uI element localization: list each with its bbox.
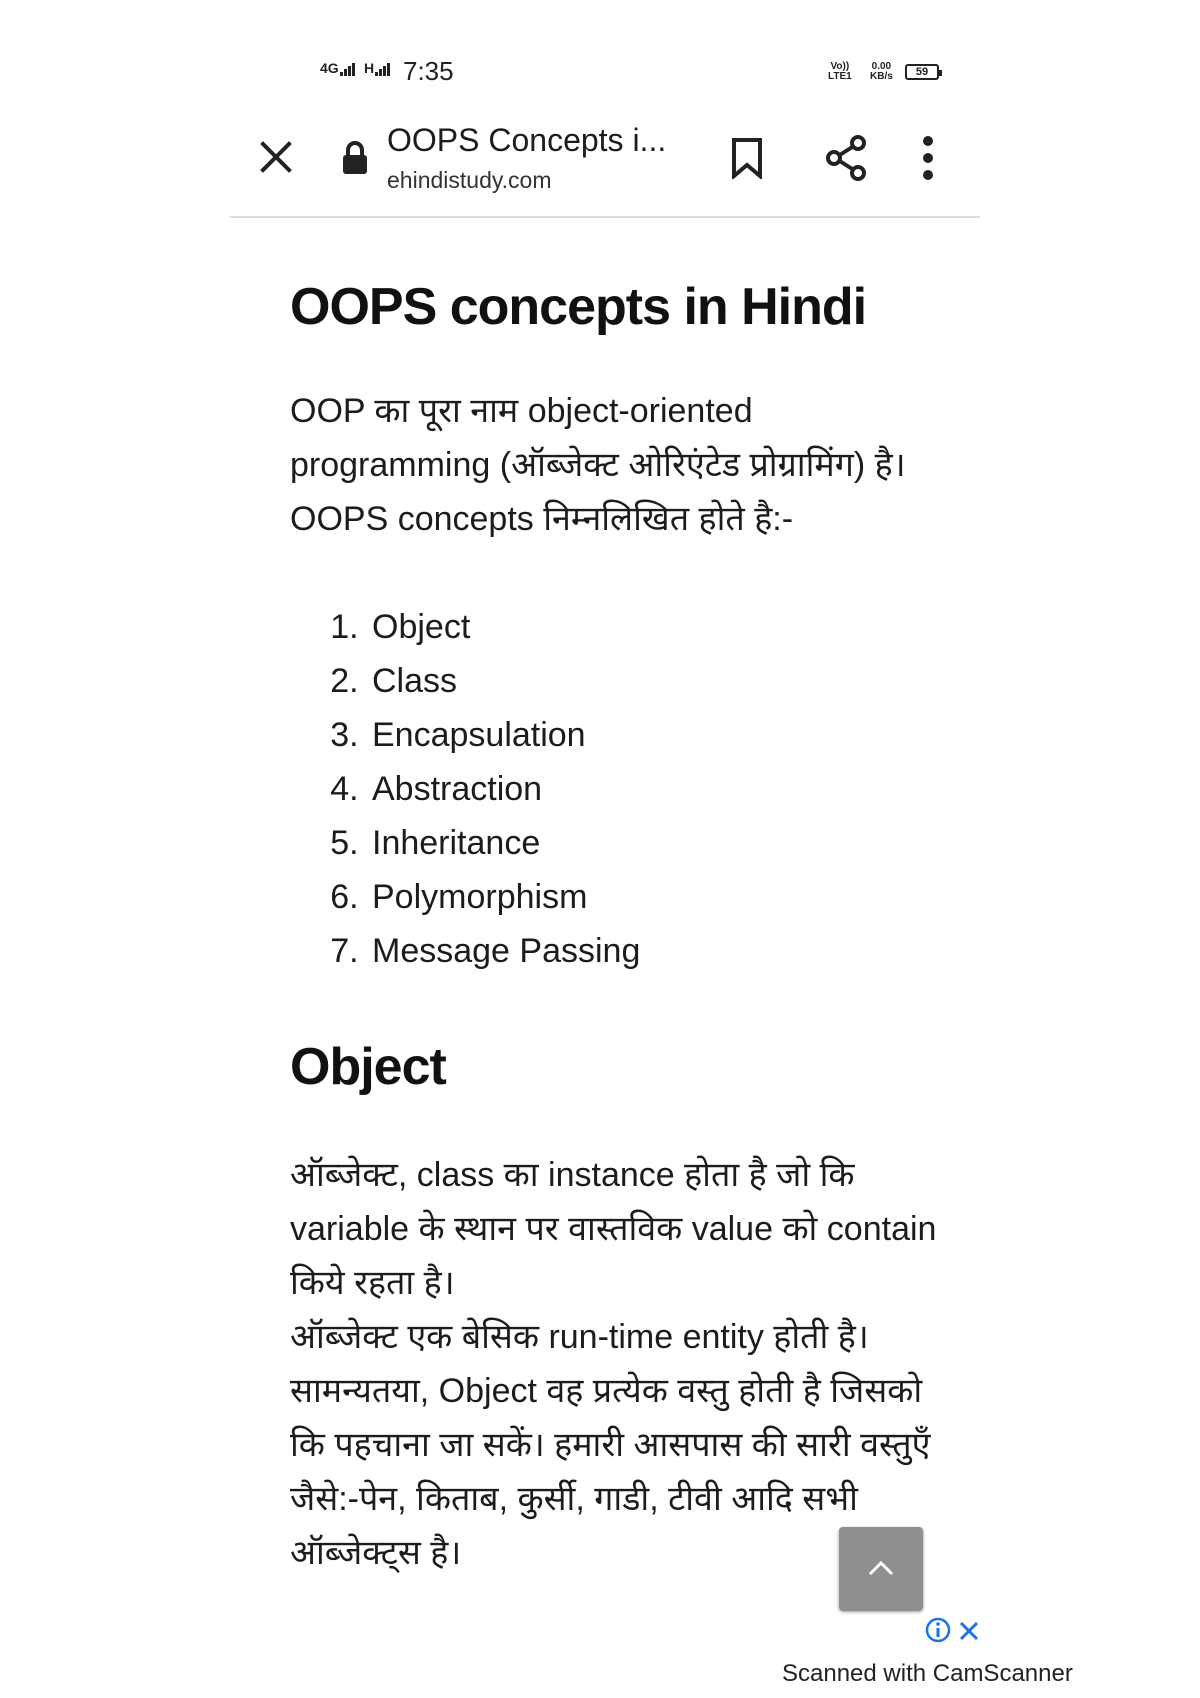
list-item: 2. Class <box>368 654 950 708</box>
network-type-label: 4G <box>320 60 339 76</box>
page-title-label[interactable]: OOPS Concepts i... <box>387 122 667 158</box>
list-item: 5. Inheritance <box>368 816 950 870</box>
ad-close-icon[interactable] <box>957 1619 981 1643</box>
concepts-list <box>290 600 950 978</box>
status-time: 7:35 <box>403 56 454 86</box>
ad-info-icon[interactable] <box>925 1617 951 1643</box>
battery-icon: 59 <box>905 64 939 80</box>
browser-toolbar <box>230 115 980 215</box>
list-item: 1. Object <box>368 600 950 654</box>
status-bar <box>320 56 950 96</box>
list-item: 3. Encapsulation <box>368 708 950 762</box>
toolbar-divider <box>230 216 980 218</box>
list-item: 4. Abstraction <box>368 762 950 816</box>
close-icon[interactable] <box>258 139 294 175</box>
volte-indicator: Vo)) LTE1 <box>828 61 852 82</box>
article-heading: OOPS concepts in Hindi <box>290 278 867 336</box>
object-paragraph-1: ऑब्जेक्ट, class का instance होता है जो कि variable के स्थान पर वास्तविक value को contain किये रहता है। <box>290 1156 937 1302</box>
scroll-to-top-button[interactable] <box>839 1527 923 1611</box>
list-item: 7. Message Passing <box>368 924 950 978</box>
signal-bars-icon <box>340 60 356 76</box>
network-speed: 0.00 KB/s <box>870 61 893 82</box>
article-content <box>290 262 950 1580</box>
lock-icon <box>342 141 368 175</box>
signal-h <box>364 60 391 76</box>
url-label[interactable]: ehindistudy.com <box>387 167 552 193</box>
intro-paragraph: OOP का पूरा नाम object-oriented programming (ऑब्जेक्ट ओरिएंटेड प्रोग्रामिंग) है। OOPS concepts निम्नलिखित होते है:- <box>290 392 906 538</box>
bookmark-icon[interactable] <box>730 137 764 179</box>
camscanner-watermark: Scanned with CamScanner <box>782 1660 1073 1687</box>
section-heading-object: Object <box>290 1038 446 1096</box>
list-item: 6. Polymorphism <box>368 870 950 924</box>
signal-4g <box>320 60 356 76</box>
object-paragraph-2: ऑब्जेक्ट एक बेसिक run-time entity होती है। सामन्यतया, Object वह प्रत्येक वस्तु होती है जिसको कि पहचाना जा सकें। हमारी आसपास की सारी वस्तुएँ जैसे:-पेन, किताब, कुर्सी, गाडी, टीवी आदि सभी ऑब्जेक्ट्स है। <box>290 1318 931 1572</box>
chevron-up-icon <box>866 1557 896 1579</box>
share-icon[interactable] <box>825 135 867 181</box>
network-type-label: H <box>364 60 375 76</box>
more-options-icon[interactable] <box>920 135 936 181</box>
signal-bars-icon <box>375 60 391 76</box>
